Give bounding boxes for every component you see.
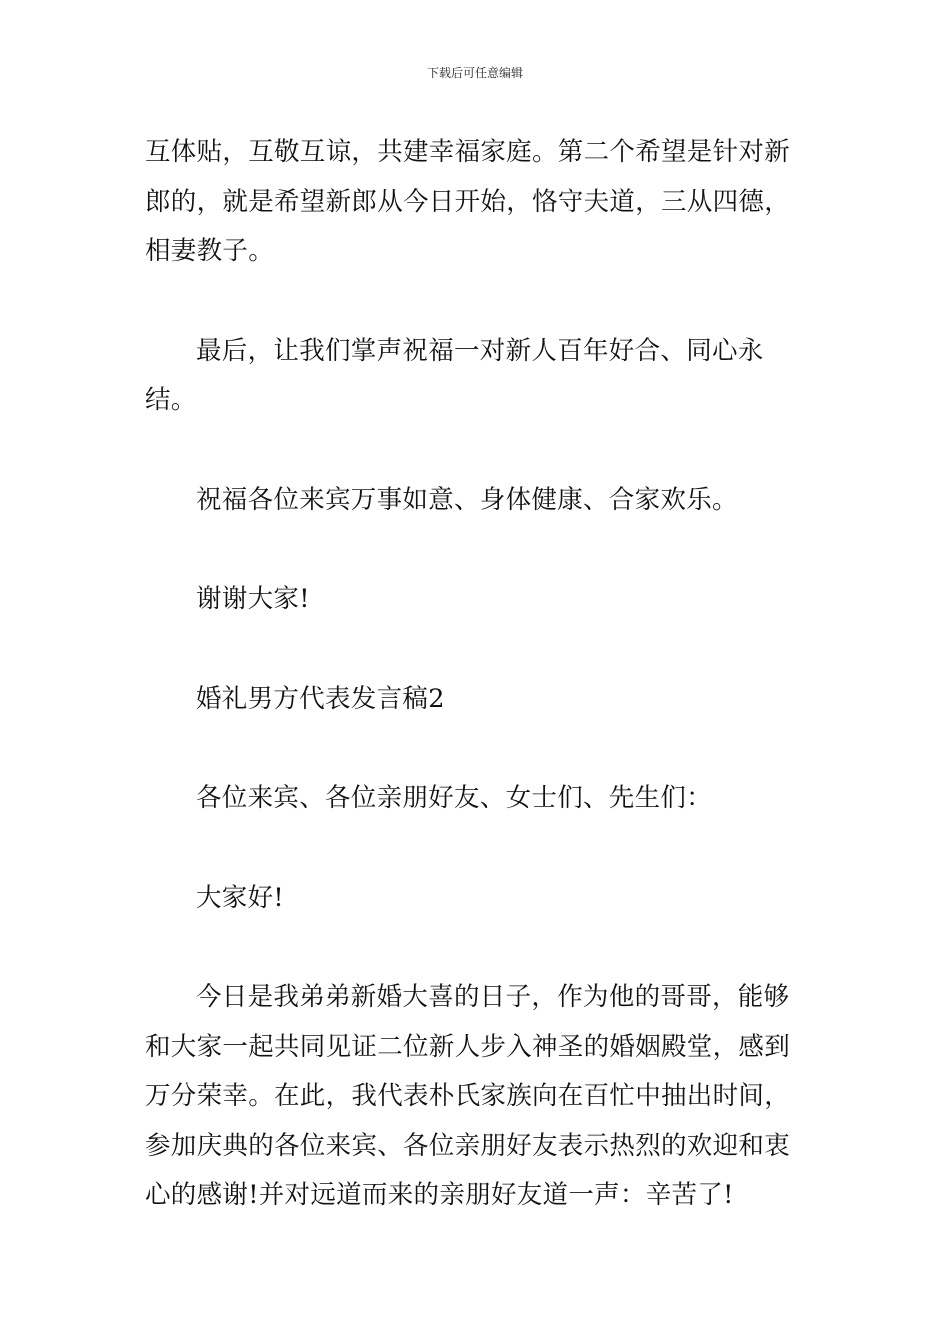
paragraph-greeting: 大家好! bbox=[196, 882, 284, 913]
paragraph-speech-body: 今日是我弟弟新婚大喜的日子，作为他的哥哥，能够和大家一起共同见证二位新人步入神圣的婚姻殿堂，感到万分荣幸。在此，我代表朴氏家族向在百忙中抽出时间，参加庆典的各位来宾、各位亲朋好友表示热烈的欢迎和衷心的感谢!并对远道而来的亲朋好友道一声：辛苦了! bbox=[145, 982, 791, 1210]
paragraph-guest-blessing: 祝福各位来宾万事如意、身体健康、合家欢乐。 bbox=[196, 484, 738, 515]
document-body bbox=[145, 128, 807, 1221]
page-header-note: 下载后可任意编辑 bbox=[426, 66, 523, 80]
paragraph-closing-blessing: 最后，让我们掌声祝福一对新人百年好合、同心永结。 bbox=[145, 335, 764, 415]
paragraph-continuation: 互体贴，互敬互谅，共建幸福家庭。第二个希望是针对新郎的，就是希望新郎从今日开始，恪守夫道，三从四德，相妻教子。 bbox=[145, 137, 791, 266]
section-title: 婚礼男方代表发言稿2 bbox=[196, 683, 445, 714]
paragraph-thanks: 谢谢大家! bbox=[196, 584, 310, 614]
paragraph-salutation: 各位来宾、各位亲朋好友、女士们、先生们： bbox=[196, 783, 713, 813]
